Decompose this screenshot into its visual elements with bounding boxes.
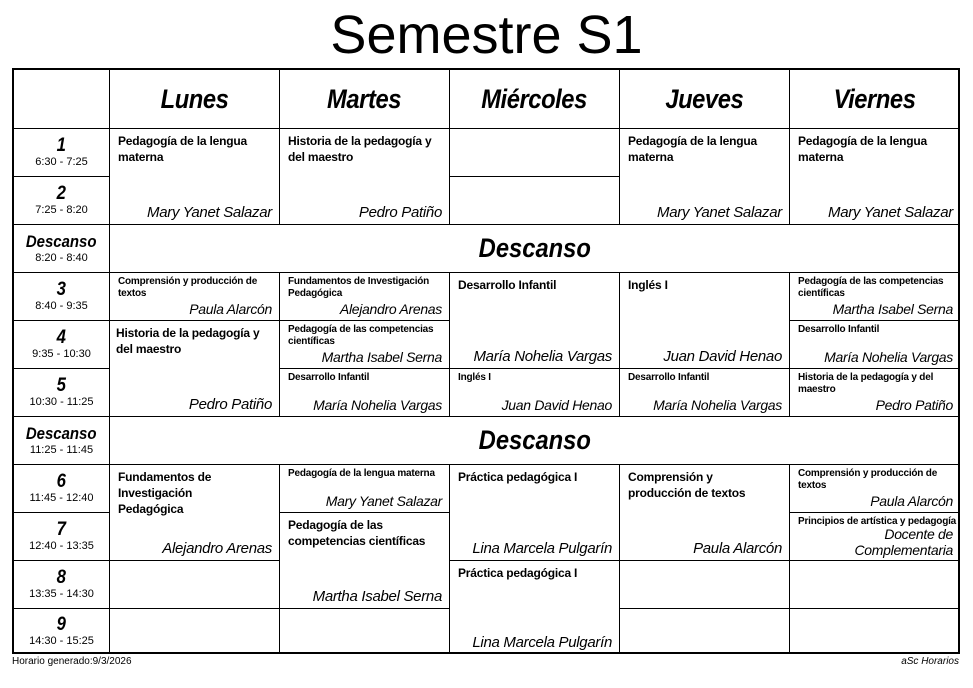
- lesson-card[interactable]: [280, 321, 450, 369]
- lesson-card[interactable]: [790, 513, 960, 561]
- empty-slot: [620, 561, 790, 609]
- lesson-card[interactable]: [280, 369, 450, 417]
- lesson-teacher: María Nohelia Vargas: [653, 397, 782, 413]
- lesson-card[interactable]: [790, 321, 960, 369]
- lesson-card[interactable]: [620, 369, 790, 417]
- lesson-teacher: Pedro Patiño: [188, 396, 272, 413]
- lesson-card[interactable]: [280, 513, 450, 609]
- lesson-subject: Pedagogía de la lengua materna: [798, 134, 927, 164]
- lesson-card[interactable]: [790, 273, 960, 321]
- lesson-card[interactable]: [450, 273, 620, 369]
- lesson-subject: Inglés I: [458, 372, 491, 383]
- period-label: 4 9:35 - 10:30: [14, 321, 110, 369]
- break-label: Descanso 8:20 - 8:40: [14, 225, 110, 273]
- lesson-card[interactable]: [110, 465, 280, 561]
- day-header-tuesday: Martes: [280, 70, 450, 129]
- empty-slot: [450, 129, 620, 177]
- lesson-teacher: Mary Yanet Salazar: [147, 204, 272, 221]
- lesson-subject: Pedagogía de las competencias científicas: [288, 324, 434, 347]
- lesson-subject: Historia de la pedagogía y del maestro: [288, 134, 432, 164]
- page-title: Semestre S1: [330, 5, 643, 65]
- lesson-subject: Pedagogía de las competencias científicas: [288, 518, 426, 548]
- lesson-subject: Pedagogía de la lengua materna: [628, 134, 757, 164]
- lesson-card[interactable]: [450, 561, 620, 654]
- lesson-subject: Práctica pedagógica I: [458, 566, 578, 580]
- lesson-teacher: María Nohelia Vargas: [313, 397, 442, 413]
- lesson-teacher: Paula Alarcón: [693, 540, 782, 557]
- period-label: 7 12:40 - 13:35: [14, 513, 110, 561]
- lesson-subject: Historia de la pedagogía y del maestro: [116, 326, 260, 356]
- lesson-card[interactable]: [450, 369, 620, 417]
- lesson-subject: Desarrollo Infantil: [798, 324, 880, 335]
- lesson-subject: Comprensión y producción de textos: [118, 276, 258, 299]
- generated-date: Horario generado:9/3/2026: [12, 656, 132, 667]
- empty-slot: [790, 609, 960, 654]
- period-label: 2 7:25 - 8:20: [14, 177, 110, 225]
- lesson-teacher: Martha Isabel Serna: [321, 349, 442, 365]
- period-label: 6 11:45 - 12:40: [14, 465, 110, 513]
- lesson-teacher: Lina Marcela Pulgarín: [472, 540, 612, 557]
- lesson-teacher: Pedro Patiño: [875, 397, 953, 413]
- empty-slot: [110, 561, 280, 609]
- lesson-subject: Fundamentos de Investigación Pedagógica: [288, 276, 430, 299]
- empty-slot: [450, 177, 620, 225]
- lesson-card[interactable]: [790, 369, 960, 417]
- day-header-friday: Viernes: [790, 70, 960, 129]
- corner-cell: [14, 70, 110, 129]
- lesson-teacher: Martha Isabel Serna: [312, 588, 442, 605]
- lesson-card[interactable]: [790, 465, 960, 513]
- period-label: 5 10:30 - 11:25: [14, 369, 110, 417]
- lesson-card[interactable]: [790, 129, 960, 225]
- lesson-subject: Práctica pedagógica I: [458, 470, 578, 484]
- break-row: Descanso: [110, 225, 960, 273]
- empty-slot: [620, 609, 790, 654]
- day-header-wednesday: Miércoles: [450, 70, 620, 129]
- lesson-card[interactable]: [620, 129, 790, 225]
- period-label: 3 8:40 - 9:35: [14, 273, 110, 321]
- lesson-teacher: Mary Yanet Salazar: [325, 493, 442, 509]
- day-header-thursday: Jueves: [620, 70, 790, 129]
- lesson-subject: Principios de artística y pedagogía: [798, 516, 957, 527]
- empty-slot: [790, 561, 960, 609]
- lesson-card[interactable]: [110, 129, 280, 225]
- lesson-teacher: Pedro Patiño: [358, 204, 442, 221]
- lesson-card[interactable]: [280, 129, 450, 225]
- lesson-teacher: Paula Alarcón: [189, 301, 272, 317]
- lesson-subject: Desarrollo Infantil: [628, 372, 710, 383]
- lesson-subject: Comprensión y producción de textos: [798, 468, 938, 491]
- lesson-teacher: María Nohelia Vargas: [473, 348, 612, 365]
- lesson-subject: Inglés I: [628, 278, 668, 292]
- brand-label: aSc Horarios: [901, 656, 959, 667]
- timetable-grid: [12, 68, 960, 654]
- lesson-teacher: Docente de Complementaria: [854, 526, 953, 558]
- lesson-subject: Pedagogía de las competencias científicas: [798, 276, 944, 299]
- lesson-subject: Pedagogía de la lengua materna: [118, 134, 247, 164]
- lesson-teacher: Martha Isabel Serna: [832, 301, 953, 317]
- lesson-teacher: Alejandro Arenas: [339, 301, 442, 317]
- lesson-card[interactable]: [450, 465, 620, 561]
- lesson-teacher: Juan David Henao: [501, 397, 612, 413]
- lesson-card[interactable]: [620, 465, 790, 561]
- break-row: Descanso: [110, 417, 960, 465]
- empty-slot: [110, 609, 280, 654]
- lesson-subject: Fundamentos de Investigación Pedagógica: [118, 470, 212, 516]
- lesson-teacher: Juan David Henao: [663, 348, 782, 365]
- lesson-subject: Desarrollo Infantil: [288, 372, 370, 383]
- period-label: 9 14:30 - 15:25: [14, 609, 110, 654]
- period-label: 1 6:30 - 7:25: [14, 129, 110, 177]
- lesson-teacher: Mary Yanet Salazar: [657, 204, 782, 221]
- lesson-card[interactable]: [620, 273, 790, 369]
- empty-slot: [280, 609, 450, 654]
- lesson-subject: Pedagogía de la lengua materna: [288, 468, 435, 479]
- lesson-card[interactable]: [110, 321, 280, 417]
- lesson-teacher: Paula Alarcón: [870, 493, 953, 509]
- lesson-card[interactable]: [280, 465, 450, 513]
- lesson-subject: Comprensión y producción de textos: [628, 470, 746, 500]
- period-label: 8 13:35 - 14:30: [14, 561, 110, 609]
- lesson-card[interactable]: [280, 273, 450, 321]
- lesson-card[interactable]: [110, 273, 280, 321]
- lesson-teacher: Lina Marcela Pulgarín: [472, 634, 612, 651]
- lesson-subject: Historia de la pedagogía y del maestro: [798, 372, 934, 395]
- lesson-teacher: Mary Yanet Salazar: [828, 204, 953, 221]
- lesson-teacher: María Nohelia Vargas: [824, 349, 953, 365]
- break-label: Descanso 11:25 - 11:45: [14, 417, 110, 465]
- day-header-monday: Lunes: [110, 70, 280, 129]
- lesson-subject: Desarrollo Infantil: [458, 278, 557, 292]
- lesson-teacher: Alejandro Arenas: [162, 540, 272, 557]
